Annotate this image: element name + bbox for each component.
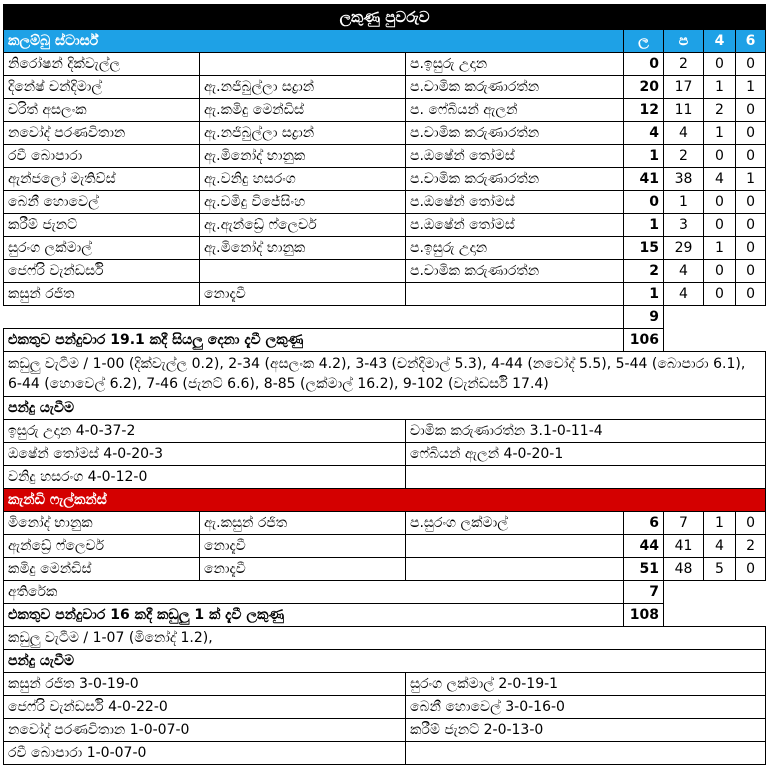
batting-row — [4, 260, 766, 283]
batting-row — [4, 558, 766, 581]
bowler-figures: කරීම් ජැනට් 2-0-13-0 — [406, 719, 766, 742]
balls: 4 — [664, 283, 704, 306]
batter-name: කසුන් රජිත — [4, 283, 200, 306]
runs: 6 — [624, 512, 664, 535]
batting-row — [4, 168, 766, 191]
bowler-figures: බෙනී හොවෙල් 3-0-16-0 — [406, 696, 766, 719]
sixes: 0 — [736, 260, 766, 283]
extras-spacer — [4, 306, 624, 329]
extras-row — [4, 306, 766, 329]
extras-value: 9 — [624, 306, 664, 329]
dismissal-bowler: ප.චාමික කරුණාරත්න — [406, 122, 624, 145]
total-row — [4, 604, 766, 627]
dismissal-bowler: ප.ඔෂේන් තෝමස් — [406, 191, 624, 214]
balls: 11 — [664, 99, 704, 122]
fours: 1 — [704, 76, 736, 99]
balls: 48 — [664, 558, 704, 581]
batter-name: දිනේෂ් චන්දිමාල් — [4, 76, 200, 99]
fall-of-wickets: කඩුලු වැටීම / 1-00 (දික්වැල්ල 0.2), 2-34 (අසලංක 4.2), 3-43 (චන්දිමාල් 5.3), 4-44 (නවෝද් 5.5), 5-44 (බොපාරා 6.1), 6-44 (හොවෙල් 6.2), 7-46 (ජැනට් 6.6), 8-85 (ලක්මාල් 16.2), 9-102 (වැන්ඩර්සි 17.4) — [4, 352, 766, 397]
balls: 29 — [664, 237, 704, 260]
fours: 0 — [704, 283, 736, 306]
dismissal-bowler: ප.ඉසුරු උදාන — [406, 237, 624, 260]
runs: 0 — [624, 53, 664, 76]
scorecard-table — [3, 4, 766, 765]
batter-name: ජෙෆ්රි වැන්ඩර්සි — [4, 260, 200, 283]
balls: 4 — [664, 122, 704, 145]
runs: 12 — [624, 99, 664, 122]
batter-name: ඇන්ඩ්‍රේ ෆ්ලෙචර් — [4, 535, 200, 558]
fours: 4 — [704, 535, 736, 558]
bowling-row — [4, 719, 766, 742]
batter-name: බෙනී හොවෙල් — [4, 191, 200, 214]
extras-spacer — [664, 581, 766, 604]
runs: 2 — [624, 260, 664, 283]
bowler-figures: රවී බොපාරා 1-0-07-0 — [4, 742, 406, 765]
fours: 0 — [704, 260, 736, 283]
scorecard-title: ලකුණු පුවරුව — [4, 5, 766, 30]
sixes: 0 — [736, 53, 766, 76]
batting-row — [4, 122, 766, 145]
dismissal-fielder: ඇ.නජිබුල්ලා සද්‍රාන් — [200, 76, 406, 99]
bowler-figures: ඉසුරු උදාන 4-0-37-2 — [4, 420, 406, 443]
dismissal-bowler: ප. ෆේබියන් ඇලන් — [406, 99, 624, 122]
team-name: කලම්බු ස්ටාර්ස් — [4, 30, 624, 53]
batting-row — [4, 237, 766, 260]
fours: 0 — [704, 214, 736, 237]
bowler-figures: ජෙෆ්රි වැන්ඩර්සි 4-0-22-0 — [4, 696, 406, 719]
balls: 4 — [664, 260, 704, 283]
runs: 15 — [624, 237, 664, 260]
dismissal-bowler — [406, 558, 624, 581]
dismissal-fielder: ඇ.ඇන්ඩ්‍රේ ෆ්ලෙචර් — [200, 214, 406, 237]
batting-row — [4, 53, 766, 76]
stat-header: 6 — [736, 30, 766, 53]
sixes: 0 — [736, 512, 766, 535]
total-label: එකතුව පන්දුවාර 16 කදී කඩුලු 1 ක් දැවී ලකුණු — [4, 604, 624, 627]
total-value: 106 — [624, 329, 664, 352]
bowler-figures: නවෝද් පරණවිතාන 1-0-07-0 — [4, 719, 406, 742]
sixes: 0 — [736, 145, 766, 168]
team-name: කැන්ඩි ෆැල්කන්ස් — [4, 489, 766, 512]
dismissal-fielder: ඇ.වනිදු හසරංග — [200, 168, 406, 191]
extras-value: 7 — [624, 581, 664, 604]
batting-row — [4, 535, 766, 558]
fours: 1 — [704, 512, 736, 535]
extras-label: අතිරේක — [4, 581, 624, 604]
fours: 1 — [704, 122, 736, 145]
balls: 41 — [664, 535, 704, 558]
fours: 0 — [704, 145, 736, 168]
team-header-row — [4, 30, 766, 53]
bowler-figures: වනිදු හසරංග 4-0-12-0 — [4, 466, 406, 489]
total-spacer — [664, 604, 766, 627]
dismissal-bowler: ප.චාමික කරුණාරත්න — [406, 76, 624, 99]
bowling-row — [4, 742, 766, 765]
balls: 1 — [664, 191, 704, 214]
batter-name: මිනෝද් භානුක — [4, 512, 200, 535]
bowling-row — [4, 466, 766, 489]
balls: 2 — [664, 53, 704, 76]
dismissal-bowler: ප.ඔෂේන් තෝමස් — [406, 214, 624, 237]
bowler-figures: ඔෂේන් තෝමස් 4-0-20-3 — [4, 443, 406, 466]
dismissal-fielder: නොදැවී — [200, 283, 406, 306]
extras-row — [4, 581, 766, 604]
stat-header: 4 — [704, 30, 736, 53]
runs: 51 — [624, 558, 664, 581]
batting-row — [4, 512, 766, 535]
dismissal-fielder: ඇ.මිනෝද් භානුක — [200, 237, 406, 260]
total-spacer — [664, 329, 766, 352]
total-value: 108 — [624, 604, 664, 627]
runs: 1 — [624, 283, 664, 306]
balls: 17 — [664, 76, 704, 99]
sixes: 2 — [736, 535, 766, 558]
dismissal-bowler: ප.චාමික කරුණාරත්න — [406, 168, 624, 191]
sixes: 0 — [736, 99, 766, 122]
fours: 4 — [704, 168, 736, 191]
scorecard — [3, 4, 765, 765]
dismissal-fielder: ඇ.නජිබුල්ලා සද්‍රාන් — [200, 122, 406, 145]
runs: 4 — [624, 122, 664, 145]
fall-of-wickets: කඩුලු වැටීම / 1-07 (මිනෝද් 1.2), — [4, 627, 766, 650]
bowler-figures: සුරංග ලක්මාල් 2-0-19-1 — [406, 673, 766, 696]
dismissal-fielder — [200, 53, 406, 76]
runs: 1 — [624, 214, 664, 237]
dismissal-fielder: ඇ.මිනෝද් භානුක — [200, 145, 406, 168]
fours: 0 — [704, 191, 736, 214]
dismissal-fielder: නොදැවී — [200, 558, 406, 581]
batter-name: නිරෝෂන් දික්වැල්ල — [4, 53, 200, 76]
batter-name: නවෝද් පරණවිතාන — [4, 122, 200, 145]
runs: 20 — [624, 76, 664, 99]
batter-name: ඇන්ජලෝ මැතිව්ස් — [4, 168, 200, 191]
batting-row — [4, 283, 766, 306]
sixes: 0 — [736, 283, 766, 306]
bowling-label-row — [4, 650, 766, 673]
bowling-row — [4, 443, 766, 466]
batter-name: රවී බොපාරා — [4, 145, 200, 168]
fours: 0 — [704, 53, 736, 76]
dismissal-fielder: නොදැවී — [200, 535, 406, 558]
sixes: 0 — [736, 237, 766, 260]
runs: 1 — [624, 145, 664, 168]
fall-of-wickets-row — [4, 627, 766, 650]
bowler-figures — [406, 466, 766, 489]
bowling-label: පන්දු යැවීම — [4, 650, 766, 673]
dismissal-bowler: ප.සුරංග ලක්මාල් — [406, 512, 624, 535]
fours: 2 — [704, 99, 736, 122]
team-header-row — [4, 489, 766, 512]
runs: 41 — [624, 168, 664, 191]
bowling-row — [4, 696, 766, 719]
dismissal-bowler: ප.ඉසුරු උදාන — [406, 53, 624, 76]
dismissal-fielder — [200, 260, 406, 283]
batting-row — [4, 191, 766, 214]
sixes: 0 — [736, 191, 766, 214]
total-row — [4, 329, 766, 352]
balls: 7 — [664, 512, 704, 535]
batting-row — [4, 99, 766, 122]
batting-row — [4, 214, 766, 237]
bowling-label-row — [4, 397, 766, 420]
dismissal-fielder: ඇ.චමිදු විජේසිංහ — [200, 191, 406, 214]
runs: 0 — [624, 191, 664, 214]
dismissal-bowler — [406, 283, 624, 306]
bowling-row — [4, 673, 766, 696]
fall-of-wickets-row — [4, 352, 766, 397]
batter-name: කරීම් ජැනට් — [4, 214, 200, 237]
bowler-figures: ෆේබියන් ඇලන් 4-0-20-1 — [406, 443, 766, 466]
bowler-figures: චාමික කරුණාරත්න 3.1-0-11-4 — [406, 420, 766, 443]
fours: 5 — [704, 558, 736, 581]
bowling-row — [4, 420, 766, 443]
balls: 2 — [664, 145, 704, 168]
balls: 38 — [664, 168, 704, 191]
dismissal-bowler: ප.ඔෂේන් තෝමස් — [406, 145, 624, 168]
sixes: 1 — [736, 76, 766, 99]
stat-header: ල — [624, 30, 664, 53]
bowling-label: පන්දු යැවීම — [4, 397, 766, 420]
bowler-figures: කසුන් රජිත 3-0-19-0 — [4, 673, 406, 696]
batting-row — [4, 76, 766, 99]
dismissal-bowler — [406, 535, 624, 558]
batter-name: කමිදු මෙන්ඩිස් — [4, 558, 200, 581]
sixes: 0 — [736, 214, 766, 237]
sixes: 0 — [736, 558, 766, 581]
extras-spacer — [664, 306, 766, 329]
fours: 1 — [704, 237, 736, 260]
sixes: 0 — [736, 122, 766, 145]
stat-header: ප — [664, 30, 704, 53]
runs: 44 — [624, 535, 664, 558]
batter-name: සුරංග ලක්මාල් — [4, 237, 200, 260]
dismissal-fielder: ඇ.කමිදු මෙන්ඩිස් — [200, 99, 406, 122]
batting-row — [4, 145, 766, 168]
bowler-figures — [406, 742, 766, 765]
balls: 3 — [664, 214, 704, 237]
total-label: එකතුව පන්දුවාර 19.1 කදී සියලු දෙනා දැවී ලකුණු — [4, 329, 624, 352]
dismissal-bowler: ප.චාමික කරුණාරත්න — [406, 260, 624, 283]
dismissal-fielder: ඇ.කසුන් රජිත — [200, 512, 406, 535]
sixes: 1 — [736, 168, 766, 191]
batter-name: චරිත් අසලංක — [4, 99, 200, 122]
